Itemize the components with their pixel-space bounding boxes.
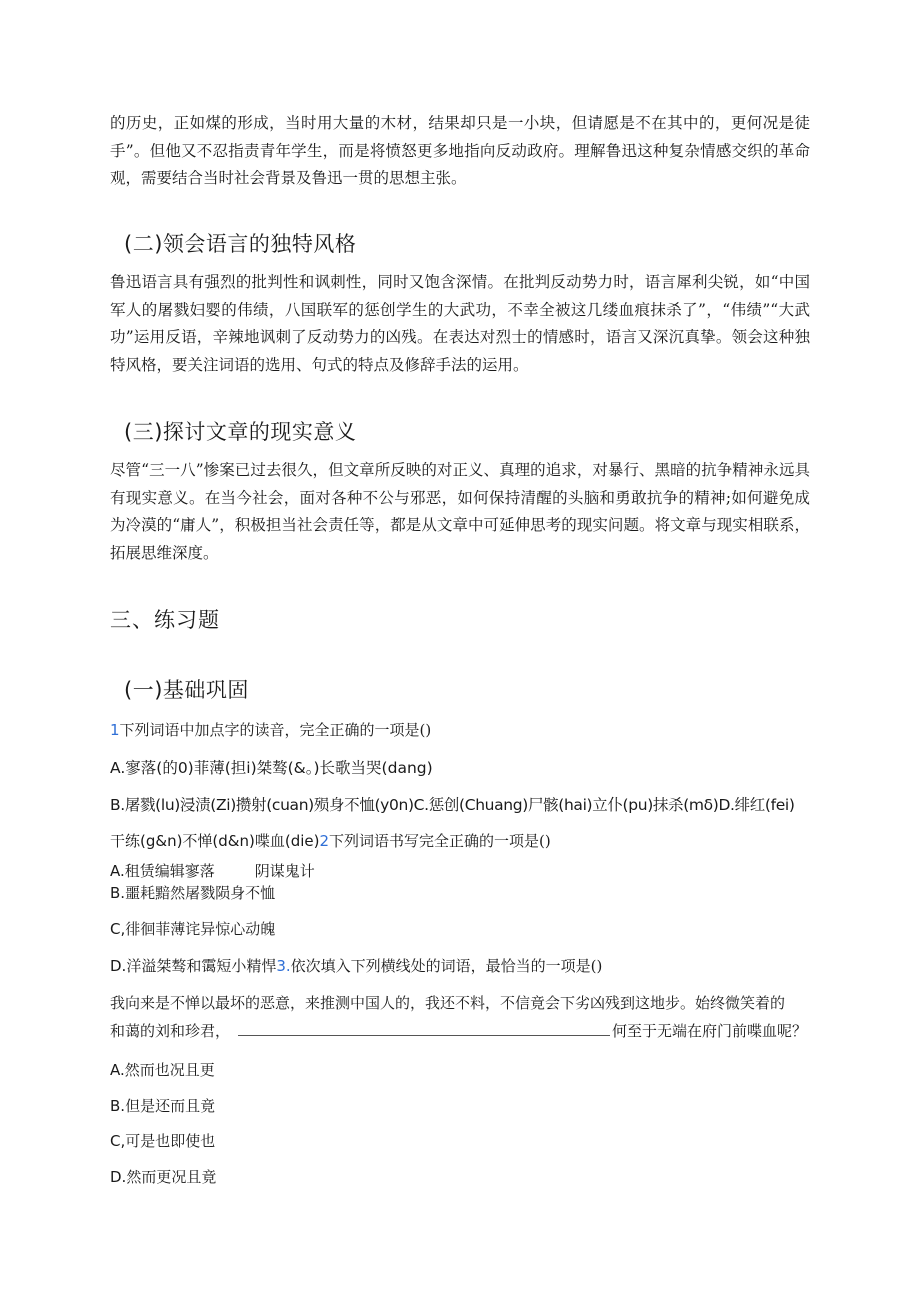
option-letter: B.	[110, 796, 125, 814]
subheading-basic-consolidation: (一)基础巩固	[124, 678, 249, 702]
option-letter: A.	[110, 1061, 125, 1079]
question-3-passage-line-2	[110, 1020, 820, 1041]
question-3-option-a	[110, 1059, 820, 1080]
question-3-option-c	[110, 1130, 820, 1151]
option-text: 徘徊菲薄诧异惊心动魄	[125, 920, 276, 938]
passage-text: 我向来是不惮以最坏的恶意，来推测中国人的，我还不料，不信竟会下劣凶残到这地步。始终微笑着的	[110, 994, 786, 1012]
question-1-option-d-continued	[110, 830, 820, 851]
option-text: 洋溢桀骜和霭短小精悍	[126, 957, 277, 975]
passage-text: 何至于无端在府门前喋血呢？	[612, 1022, 808, 1040]
question-3-passage-line-1	[110, 992, 820, 1013]
option-text: 但是还而且竟	[125, 1097, 216, 1115]
question-2-option-a	[110, 860, 820, 881]
option-text: 租赁编辑寥落	[124, 862, 215, 880]
option-letter: A.	[110, 759, 126, 777]
subheading-language-style: (二)领会语言的独特风格	[124, 232, 357, 256]
question-number: 2	[319, 832, 330, 850]
question-3-option-d	[110, 1166, 820, 1187]
question-1-option-a	[110, 756, 820, 778]
section-heading-exercises: 三、练习题	[110, 608, 220, 632]
question-stem: 下列词语书写完全正确的一项是()	[329, 832, 551, 850]
question-2-option-d	[110, 955, 820, 976]
fill-in-blank	[238, 1021, 610, 1036]
option-text: 可是也即使也	[125, 1132, 216, 1150]
option-text: 噩耗黯然屠戮陨身不恤	[125, 884, 276, 902]
question-3-option-b	[110, 1095, 820, 1116]
question-stem: 依次填入下列横线处的词语，最恰当的一项是()	[290, 957, 603, 975]
option-letter: C,	[110, 920, 126, 938]
option-text: 然而更况且竟	[126, 1168, 217, 1186]
subheading-real-significance: (三)探讨文章的现实意义	[124, 420, 357, 444]
question-number: 3.	[276, 957, 291, 975]
passage-text: 和蔼的刘和珍君，	[110, 1022, 231, 1040]
option-text: 寥落(的0)菲薄(担i)桀骜(&。)长歌当哭(dang)	[125, 759, 433, 777]
question-1	[110, 719, 820, 740]
option-letter: A.	[110, 862, 125, 880]
question-1-option-b	[110, 793, 820, 815]
body-paragraph-2: 鲁迅语言具有强烈的批判性和讽刺性，同时又饱含深情。在批判反动势力时，语言犀利尖锐，如“中国军人的屠戮妇婴的伟绩，八国联军的惩创学生的大武功，不幸全被这几缕血痕抹杀了”，“伟绩”“大武功”运用反语，辛辣地讽刺了反动势力的凶残。在表达对烈士的情感时，语言又深沉真挚。领会这种独特风格，要关注词语的选用、句式的特点及修辞手法的运用。	[110, 273, 810, 374]
question-stem: 下列词语中加点字的读音，完全正确的一项是()	[119, 721, 432, 739]
option-text: 干练(g&n)不惮(d&n)喋血(die)	[110, 832, 320, 850]
option-letter: B.	[110, 1097, 126, 1115]
body-paragraph-3: 尽管“三一八”惨案已过去很久，但文章所反映的对正义、真理的追求，对暴行、黑暗的抗争精神永远具有现实意义。在当今社会，面对各种不公与邪恶，如何保持清醒的头脑和勇敢抗争的精神;如何避免成为冷漠的“庸人”，积极担当社会责任等，都是从文章中可延伸思考的现实问题。将文章与现实相联系，拓展思维深度。	[110, 461, 810, 562]
option-text-tail: 阴谋鬼计	[254, 862, 315, 880]
option-letter: C,	[110, 1132, 126, 1150]
option-text: 然而也况且更	[124, 1061, 215, 1079]
question-2-option-b	[110, 882, 820, 903]
option-text: 屠戮(lu)浸渍(Zi)攒射(cuan)殒身不恤(y0n)C.惩创(Chuang)尸骸(hai)立仆(pu)抹杀(mδ)D.绯红(fei)	[124, 796, 795, 814]
question-2-option-c	[110, 918, 820, 939]
option-letter: B.	[110, 884, 126, 902]
question-number: 1	[110, 721, 120, 739]
body-paragraph-1: 的历史，正如煤的形成，当时用大量的木材，结果却只是一小块，但请愿是不在其中的，更何况是徒手”。但他又不忍指责青年学生，而是将愤怒更多地指向反动政府。理解鲁迅这种复杂情感交织的革命观，需要结合当时社会背景及鲁迅一贯的思想主张。	[110, 114, 810, 187]
option-letter: D.	[110, 957, 127, 975]
option-letter: D.	[110, 1168, 127, 1186]
